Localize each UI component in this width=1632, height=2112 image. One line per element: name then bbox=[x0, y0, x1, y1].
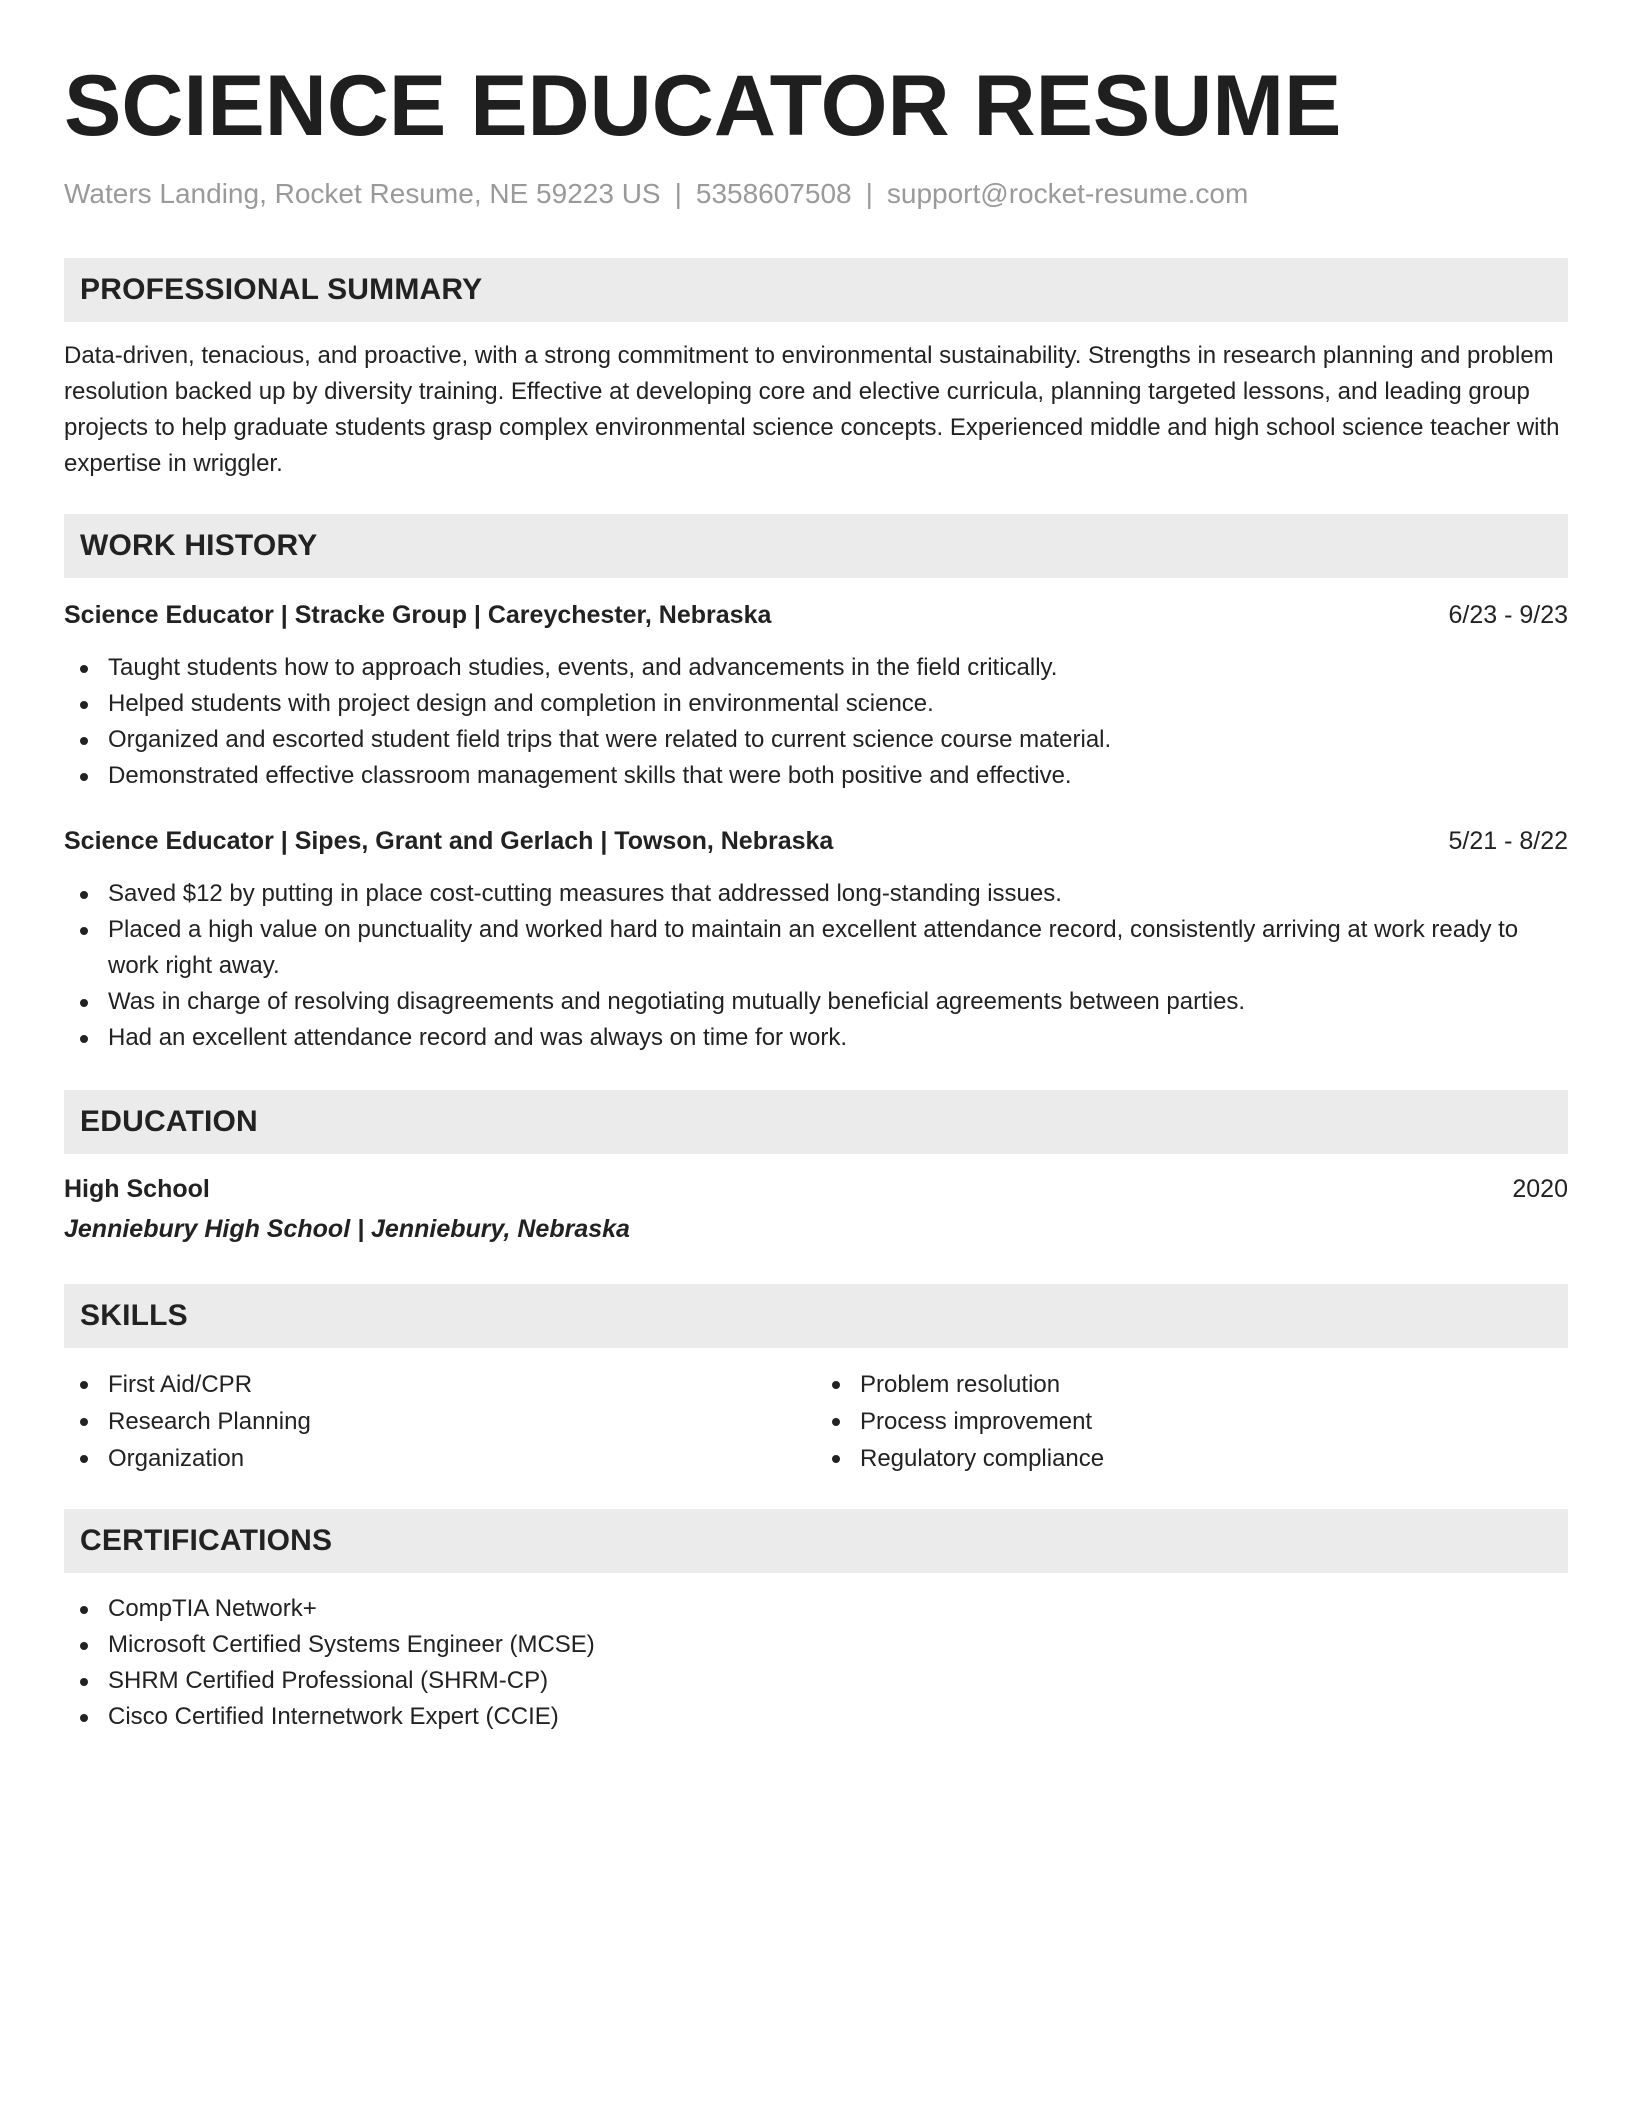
education-entry bbox=[64, 1172, 1568, 1246]
job-entry bbox=[64, 824, 1568, 1056]
contact-line bbox=[64, 176, 1568, 212]
resume-title: SCIENCE EDUCATOR RESUME bbox=[64, 58, 1342, 154]
skill-item: First Aid/CPR bbox=[108, 1366, 816, 1403]
job-bullet: Placed a high value on punctuality and worked hard to maintain an excellent attendance record, consistently arriving at work ready to work right away. bbox=[108, 912, 1568, 984]
contact-email: support@rocket-resume.com bbox=[886, 178, 1249, 209]
job-header bbox=[64, 824, 1568, 858]
education-header bbox=[64, 1172, 1568, 1206]
certification-item: Cisco Certified Internetwork Expert (CCIE) bbox=[108, 1699, 1568, 1735]
job-title: Science Educator | Stracke Group | Careychester, Nebraska bbox=[64, 601, 772, 629]
skills-grid bbox=[64, 1366, 1568, 1477]
job-bullet: Was in charge of resolving disagreements and negotiating mutually beneficial agreements between parties. bbox=[108, 984, 1568, 1020]
contact-separator: | bbox=[674, 178, 682, 209]
section-heading-education: EDUCATION bbox=[64, 1090, 1568, 1154]
job-bullet: Had an excellent attendance record and was always on time for work. bbox=[108, 1020, 1568, 1056]
job-bullet: Taught students how to approach studies, events, and advancements in the field critically. bbox=[108, 650, 1568, 686]
section-heading-summary: PROFESSIONAL SUMMARY bbox=[64, 258, 1568, 322]
job-header bbox=[64, 598, 1568, 632]
contact-phone: 5358607508 bbox=[695, 178, 852, 209]
job-bullet: Organized and escorted student field trips that were related to current science course material. bbox=[108, 722, 1568, 758]
skill-item: Problem resolution bbox=[860, 1366, 1568, 1403]
section-heading-skills: SKILLS bbox=[64, 1284, 1568, 1348]
certification-item: Microsoft Certified Systems Engineer (MCSE) bbox=[108, 1627, 1568, 1663]
job-dates: 6/23 - 9/23 bbox=[1448, 601, 1568, 629]
job-bullet: Helped students with project design and completion in environmental science. bbox=[108, 686, 1568, 722]
section-heading-work-history: WORK HISTORY bbox=[64, 514, 1568, 578]
section-heading-certifications: CERTIFICATIONS bbox=[64, 1509, 1568, 1573]
summary-paragraph: Data-driven, tenacious, and proactive, with a strong commitment to environmental sustainability. Strengths in research planning and problem resolution backed up by diversity training. Effective at developing core and elective curricula, planning targeted lessons, and leading group projects to help graduate students grasp complex environmental science concepts. Experienced middle and high school science teacher with expertise in wriggler. bbox=[64, 342, 1560, 477]
skill-item: Research Planning bbox=[108, 1403, 816, 1440]
skill-item: Organization bbox=[108, 1440, 816, 1477]
education-school: Jenniebury High School | Jenniebury, Nebraska bbox=[64, 1215, 630, 1243]
certification-item: CompTIA Network+ bbox=[108, 1591, 1568, 1627]
job-dates: 5/21 - 8/22 bbox=[1448, 827, 1568, 855]
contact-address: Waters Landing, Rocket Resume, NE 59223 US bbox=[64, 178, 661, 209]
education-year: 2020 bbox=[1512, 1175, 1568, 1203]
contact-separator: | bbox=[865, 178, 873, 209]
education-degree: High School bbox=[64, 1175, 210, 1203]
certification-item: SHRM Certified Professional (SHRM-CP) bbox=[108, 1663, 1568, 1699]
job-bullets bbox=[64, 650, 1568, 794]
skill-item: Regulatory compliance bbox=[860, 1440, 1568, 1477]
job-bullet: Demonstrated effective classroom management skills that were both positive and effective. bbox=[108, 758, 1568, 794]
skill-item: Process improvement bbox=[860, 1403, 1568, 1440]
job-entry bbox=[64, 598, 1568, 794]
job-bullets bbox=[64, 876, 1568, 1056]
skills-column-right bbox=[816, 1366, 1568, 1477]
job-title: Science Educator | Sipes, Grant and Gerlach | Towson, Nebraska bbox=[64, 827, 834, 855]
skills-column-left bbox=[64, 1366, 816, 1477]
job-bullet: Saved $12 by putting in place cost-cutting measures that addressed long-standing issues. bbox=[108, 876, 1568, 912]
certifications-list bbox=[64, 1591, 1568, 1735]
